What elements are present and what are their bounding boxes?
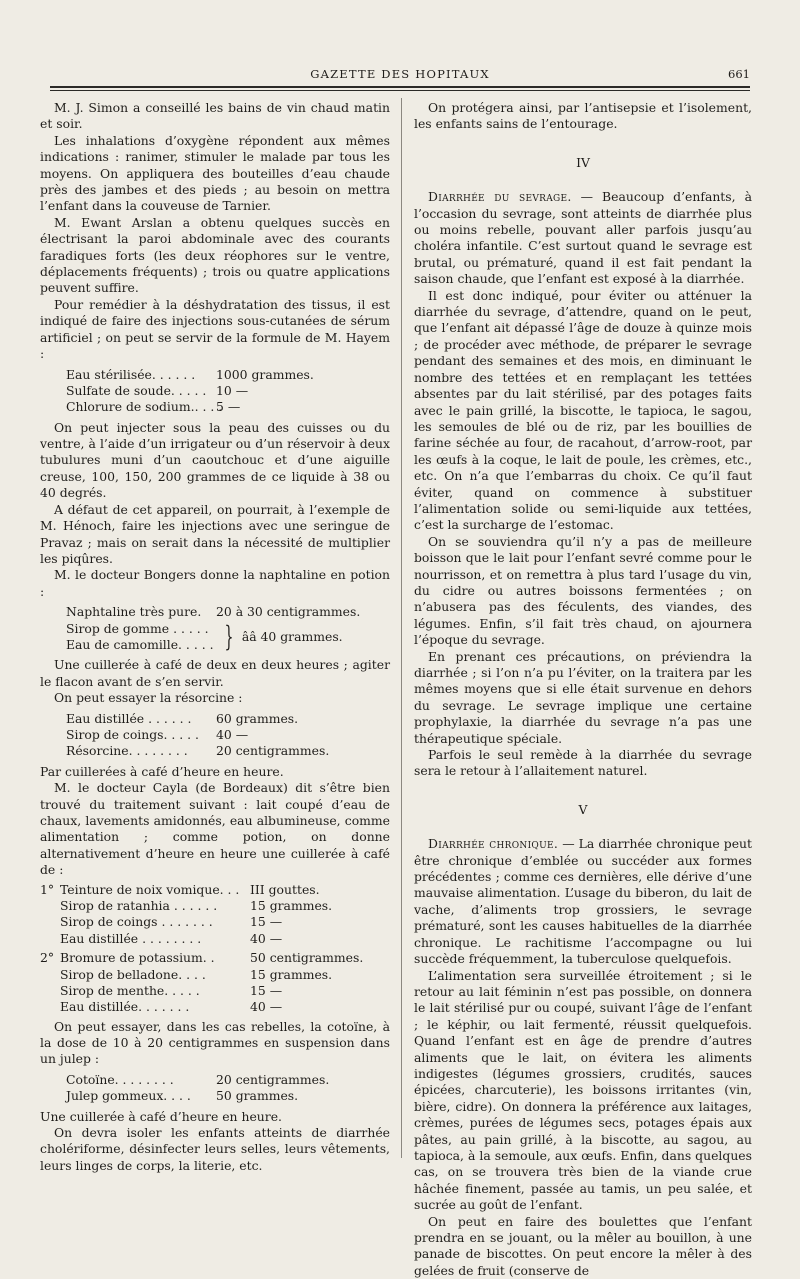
formula-line — [66, 743, 390, 759]
braced-group — [66, 621, 390, 654]
formula-line — [40, 967, 390, 983]
ingredient: Bromure de potassium. . — [60, 950, 215, 966]
dose: 15 grammes. — [250, 966, 333, 982]
paragraph: On se souviendra qu’il n’y a pas de meilleure boisson que le lait pour l’enfant sevré comme pour le nourrisson, et on remettra à plus tard l’usage du vin, du cidre ou autres boissons fermentées ; on n’abusera pas des féculents, des viandes, des légumes. Enfin, s’il fait très chaud, on ajournera l’époque du sevrage. — [414, 533, 752, 648]
paragraph: On protégera ainsi, par l’antisepsie et l’isolement, les enfants sains de l’entourage. — [414, 100, 752, 132]
paragraph: On peut en faire des boulettes que l’enfant prendra en se jouant, ou la mêler au bouillon, à une panade de biscottes. On peut encore la mêler à des gelées de fruit (conserve de — [414, 1213, 752, 1278]
formula-line — [66, 383, 390, 399]
paragraph: On devra isoler les enfants atteints de diarrhée cholériforme, désinfecter leurs selles, leurs vêtements, leurs linges de corps, la literie, etc. — [40, 1125, 390, 1173]
paragraph: L’alimentation sera surveillée étroitement ; si le retour au lait féminin n’est pas possible, on donnera le lait stérilisé pur ou coupé, suivant l’âge de l’enfant ; le képhir, ou lait fermenté, réussit quelquefois. Quand l’enfant est en âge de prendre d’autres aliments que le lait, on évitera les aliments indigestes (légumes grossiers, crudités, sauces épicées, charcuterie), les boissons irritantes (vin, bière, cidre). On donnera la préférence aux laitages, crèmes, purées de légumes secs, potages épais aux pâtes, au pain grillé, à la biscotte, au sagou, au tapioca, à la semoule, aux œufs. Enfin, dans quelques cas, on se trouvera très bien de la viande crue hâchée finement, passée au tamis, un peu salée, et sucrée au goût de l’enfant. — [414, 967, 752, 1213]
paragraph: Pour remédier à la déshydratation des tissus, il est indiqué de faire des injections sous-cutanées de sérum artificiel ; on peut se servir de la formule de M. Hayem : — [40, 296, 390, 362]
paragraph: On peut injecter sous la peau des cuisses ou du ventre, à l’aide d’un irrigateur ou d’un réservoir à deux tubulures muni d’un caoutchouc et d’une aiguille creuse, 100, 150, 200 grammes de ce liquide à 38 ou 40 degrés. — [40, 419, 390, 501]
formula-line — [66, 637, 216, 653]
formula-line — [66, 711, 390, 727]
dose: 20 à 30 centigrammes. — [216, 604, 361, 620]
ingredient: Eau stérilisée. . . . . . — [66, 366, 196, 382]
section-number: IV — [576, 154, 590, 170]
paragraph: M. J. Simon a conseillé les bains de vin chaud matin et soir. — [40, 100, 390, 132]
ingredient: Eau de camomille. . . . . — [66, 636, 214, 652]
paragraph: Une cuillerée à café d’heure en heure. — [40, 1108, 282, 1124]
formula-naphtaline — [66, 604, 390, 653]
left-column — [40, 100, 390, 1173]
running-header — [50, 60, 750, 86]
dose: 5 — — [216, 399, 241, 415]
dose: 15 — — [250, 982, 283, 998]
dose: 40 — — [250, 930, 283, 946]
formula-resorcine — [66, 711, 390, 760]
dose: 10 — — [216, 382, 249, 398]
paragraph: Parfois le seul remède à la diarrhée du sevrage sera le retour à l’allaitement naturel. — [414, 747, 752, 779]
paragraph — [414, 189, 752, 287]
ingredient: Sirop de gomme . . . . . — [66, 620, 209, 636]
paragraph-text: — La diarrhée chronique peut être chronique d’emblée ou succéder aux formes précédentes ; comme ces dernières, elle dérive d’une mauvaise alimentation. L’usage du biberon, du lait de vache, d’aliments trop grossiers, le sevrage prématuré, sont les causes habituelles de la diarrhée chronique. Le rachitisme l’accompagne ou lui succède fréquemment, la tuberculose quelquefois. — [414, 836, 752, 967]
section-heading: Diarrhée du sevrage. — [428, 189, 572, 205]
formula-line — [66, 621, 216, 637]
formula-line — [66, 604, 390, 620]
ingredient: Sulfate de soude. . . . . — [66, 382, 207, 398]
formula-line — [40, 931, 390, 947]
journal-title: GAZETTE DES HOPITAUX — [310, 67, 490, 81]
paragraph: En prenant ces précautions, on préviendra la diarrhée ; si l’on n’a pu l’éviter, on la traitera par les mêmes moyens que si elle était survenue en dehors du sevrage. Le sevrage implique une certaine prophylaxie, la diarrhée du sevrage n’a pas une thérapeutique spéciale. — [414, 648, 752, 746]
ingredient: Sirop de coings. . . . . — [66, 726, 199, 742]
ingredient: Sirop de menthe. . . . . — [60, 982, 200, 998]
formula-line — [66, 727, 390, 743]
right-column — [414, 100, 752, 1278]
formula-cayla-2 — [40, 950, 390, 1016]
formula-line — [40, 950, 390, 966]
brace-glyph: } — [224, 619, 234, 653]
dose: 20 centigrammes. — [216, 1071, 330, 1087]
header-rule-thin — [50, 90, 750, 91]
paragraph: M. le docteur Bongers donne la naphtaline en potion : — [40, 567, 390, 599]
dose: III gouttes. — [250, 881, 320, 897]
formula-number: 1° — [40, 881, 55, 897]
ingredient: Sirop de ratanhia . . . . . . — [60, 897, 218, 913]
paragraph: Les inhalations d’oxygène répondent aux mêmes indications : ranimer, stimuler le malade par tous les moyens. On appliquera des bouteilles d’eau chaude près des jambes et des pieds ; au besoin on mettra l’enfant dans la couveuse de Tarnier. — [40, 132, 390, 214]
formula-number: 2° — [40, 950, 55, 966]
dose: 50 grammes. — [216, 1088, 299, 1104]
ingredient: Sirop de coings . . . . . . . — [60, 914, 213, 930]
ingredient: Naphtaline très pure. — [66, 604, 202, 620]
dose: 15 — — [250, 914, 283, 930]
ingredient: Cotoïne. . . . . . . . — [66, 1071, 174, 1087]
ingredient: Julep gommeux. . . . — [66, 1088, 191, 1104]
formula-line — [40, 999, 390, 1015]
page-number: 661 — [728, 67, 750, 81]
formula-line — [40, 882, 390, 898]
dose: 40 — — [216, 726, 249, 742]
dose: 1000 grammes. — [216, 366, 314, 382]
dose: ââ 40 grammes. — [241, 628, 343, 644]
formula-cotoine — [66, 1072, 390, 1105]
formula-line — [40, 914, 390, 930]
ingredient: Eau distillée. . . . . . . — [60, 999, 190, 1015]
ingredient: Eau distillée . . . . . . — [66, 710, 192, 726]
formula-cayla-1 — [40, 882, 390, 948]
formula-line — [66, 1072, 390, 1088]
paragraph: Une cuillerée à café de deux en deux heures ; agiter le flacon avant de s’en servir. — [40, 657, 390, 689]
ingredient: Sirop de belladone. . . . — [60, 966, 206, 982]
formula-line — [66, 1088, 390, 1104]
paragraph — [414, 836, 752, 967]
ingredient: Eau distillée . . . . . . . . — [60, 930, 202, 946]
paragraph: Par cuillerées à café d’heure en heure. — [40, 763, 284, 779]
formula-line — [40, 983, 390, 999]
paragraph: On peut essayer, dans les cas rebelles, la cotoïne, à la dose de 10 à 20 centigrammes en suspension dans un julep : — [40, 1018, 390, 1067]
formula-hayem — [66, 367, 390, 416]
column-divider — [401, 98, 402, 1158]
paragraph: M. Ewant Arslan a obtenu quelques succès en électrisant la paroi abdominale avec des courants faradiques forts (les deux réophores sur le ventre, déplacements fréquents) ; trois ou quatre applications peuvent suffire. — [40, 214, 390, 296]
ingredient: Chlorure de sodium.. . . . — [66, 399, 223, 415]
paragraph-text: — Beaucoup d’enfants, à l’occasion du sevrage, sont atteints de diarrhée plus ou moins rebelle, pouvant aller parfois jusqu’au choléra infantile. C’est surtout quand le sevrage est brutal, ou prématuré, quand il est fait pendant la saison chaude, que l’enfant est exposé à la diarrhée. — [414, 189, 752, 287]
formula-line — [40, 898, 390, 914]
paragraph: M. le docteur Cayla (de Bordeaux) dit s’être bien trouvé du traitement suivant : lait coupé d’eau de chaux, lavements amidonnés, eau albumineuse, comme alimentation ; comme potion, on donne alternativement d’heure en heure une cuillerée à café de : — [40, 780, 390, 878]
dose: 50 centigrammes. — [250, 950, 364, 966]
ingredient: Résorcine. . . . . . . . — [66, 743, 188, 759]
dose: 20 centigrammes. — [216, 743, 330, 759]
dose: 15 grammes. — [250, 897, 333, 913]
formula-line — [66, 367, 390, 383]
header-rule-thick — [50, 86, 750, 88]
paragraph: A défaut de cet appareil, on pourrait, à l’exemple de M. Hénoch, faire les injections avec une seringue de Pravaz ; mais on serait dans la nécessité de multiplier les piqûres. — [40, 501, 390, 566]
section-number: V — [578, 801, 588, 817]
dose: 60 grammes. — [216, 710, 299, 726]
paragraph: Il est donc indiqué, pour éviter ou atténuer la diarrhée du sevrage, d’attendre, quand on le peut, que l’enfant ait dépassé l’âge de douze à quinze mois ; de procéder avec méthode, de préparer le sevrage pendant des semaines et des mois, en diminuant le nombre des tettées et en remplaçant les tettées absentes par du lait stérilisé, par des potages faits avec le pain grillé, la biscotte, le tapioca, le sagou, les semoules de blé ou de riz, par les bouillies de farine séchée au four, de racahout, d’arrow-root, par les œufs à la coque, le lait de poule, les crèmes, etc., etc. On n’a que l’embarras du choix. Ce qu’il faut éviter, quand on commence à substituer l’alimentation solide ou semi-liquide aux tettées, c’est la surcharge de l’estomac. — [414, 287, 752, 533]
paragraph: On peut essayer la résorcine : — [54, 690, 243, 706]
formula-line — [66, 399, 390, 415]
section-heading: Diarrhée chronique. — [428, 836, 559, 852]
ingredient: Teinture de noix vomique. . . — [60, 881, 240, 897]
dose: 40 — — [250, 999, 283, 1015]
